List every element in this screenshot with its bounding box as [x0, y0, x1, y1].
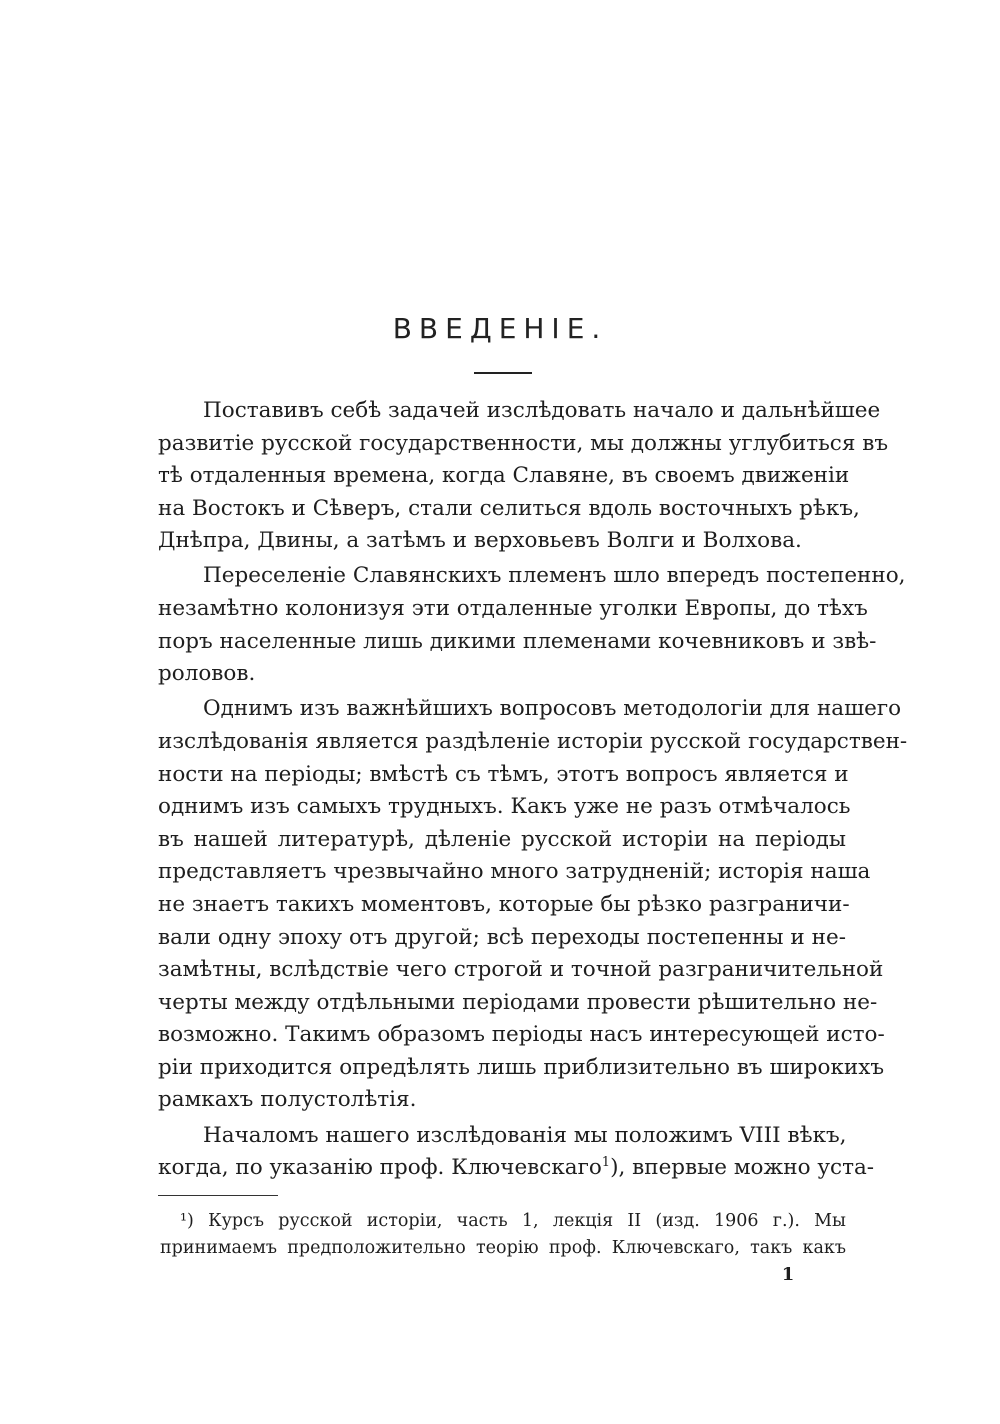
paragraph-3	[158, 693, 908, 1117]
text-line: изслѣдованія является раздѣленіе исторіи русской государствен-	[158, 728, 908, 754]
chapter-title: ВВЕДЕНІЕ.	[392, 312, 608, 345]
text-line: незамѣтно колонизуя эти отдаленные уголки Европы, до тѣхъ	[158, 596, 868, 622]
text-line: въ нашей литературѣ, дѣленіе русской исторіи на періоды	[158, 826, 846, 852]
text-line: не знаетъ такихъ моментовъ, которые бы рѣзко разграничи-	[158, 891, 850, 917]
footnote-text: Курсъ русской исторіи, часть 1, лекція II (изд. 1906 г.). Мы	[208, 1211, 846, 1231]
text-line: замѣтны, вслѣдствіе чего строгой и точной разграничительной	[158, 957, 884, 983]
text-line: представляетъ чрезвычайно много затрудненій; исторія наша	[158, 859, 871, 885]
text-line: ріи приходится опредѣлять лишь приблизительно въ широкихъ	[158, 1054, 885, 1080]
footnote-rule	[158, 1195, 278, 1196]
text-line: Переселеніе Славянскихъ племенъ шло впередъ постепенно,	[203, 563, 906, 589]
text-line: черты между отдѣльными періодами провести рѣшительно не-	[158, 989, 878, 1015]
text-segment: ), впервые можно уста-	[610, 1155, 875, 1181]
text-line: вали одну эпоху отъ другой; всѣ переходы постепенны и не-	[158, 924, 846, 950]
text-line: роловов.	[158, 661, 256, 687]
text-line: поръ населенные лишь дикими племенами кочевниковъ и звѣ-	[158, 628, 877, 654]
text-line: развитіе русской государственности, мы должны углубиться въ	[158, 430, 889, 456]
title-rule	[474, 372, 532, 374]
text-line: рамкахъ полустолѣтія.	[158, 1087, 417, 1113]
text-line: тѣ отдаленныя времена, когда Славяне, въ своемъ движеніи	[158, 463, 850, 489]
text-line: возможно. Такимъ образомъ періоды насъ интересующей исто-	[158, 1022, 885, 1048]
paragraph-2	[158, 560, 906, 690]
paragraph-4	[158, 1120, 875, 1185]
footnotes	[160, 1208, 846, 1262]
text-line	[158, 1152, 875, 1185]
paragraph-1	[158, 395, 889, 558]
text-line: Днѣпра, Двины, а затѣмъ и верховьевъ Волги и Волхова.	[158, 528, 802, 554]
text-segment: когда, по указанію проф. Ключевскаго	[158, 1155, 602, 1181]
footnote-line	[160, 1208, 846, 1235]
text-line: Началомъ нашего изслѣдованія мы положимъ VIII вѣкъ,	[203, 1122, 847, 1148]
text-line: однимъ изъ самыхъ трудныхъ. Какъ уже не разъ отмѣчалось	[158, 794, 851, 820]
text-line: на Востокъ и Сѣверъ, стали селиться вдоль восточныхъ рѣкъ,	[158, 495, 860, 521]
text-line: Однимъ изъ важнѣйшихъ вопросовъ методологіи для нашего	[203, 696, 902, 722]
footnote-marker: ¹)	[180, 1211, 194, 1231]
text-line: Поставивъ себѣ задачей изслѣдовать начало и дальнѣйшее	[203, 398, 881, 423]
main-text	[158, 395, 908, 1185]
text-line: ности на періоды; вмѣстѣ съ тѣмъ, этотъ вопросъ является и	[158, 761, 849, 787]
footnote-line: принимаемъ предположительно теорію проф. Ключевскаго, такъ какъ	[160, 1238, 846, 1258]
footnote-reference[interactable]: 1	[601, 1155, 611, 1170]
page-number: 1	[781, 1264, 795, 1285]
